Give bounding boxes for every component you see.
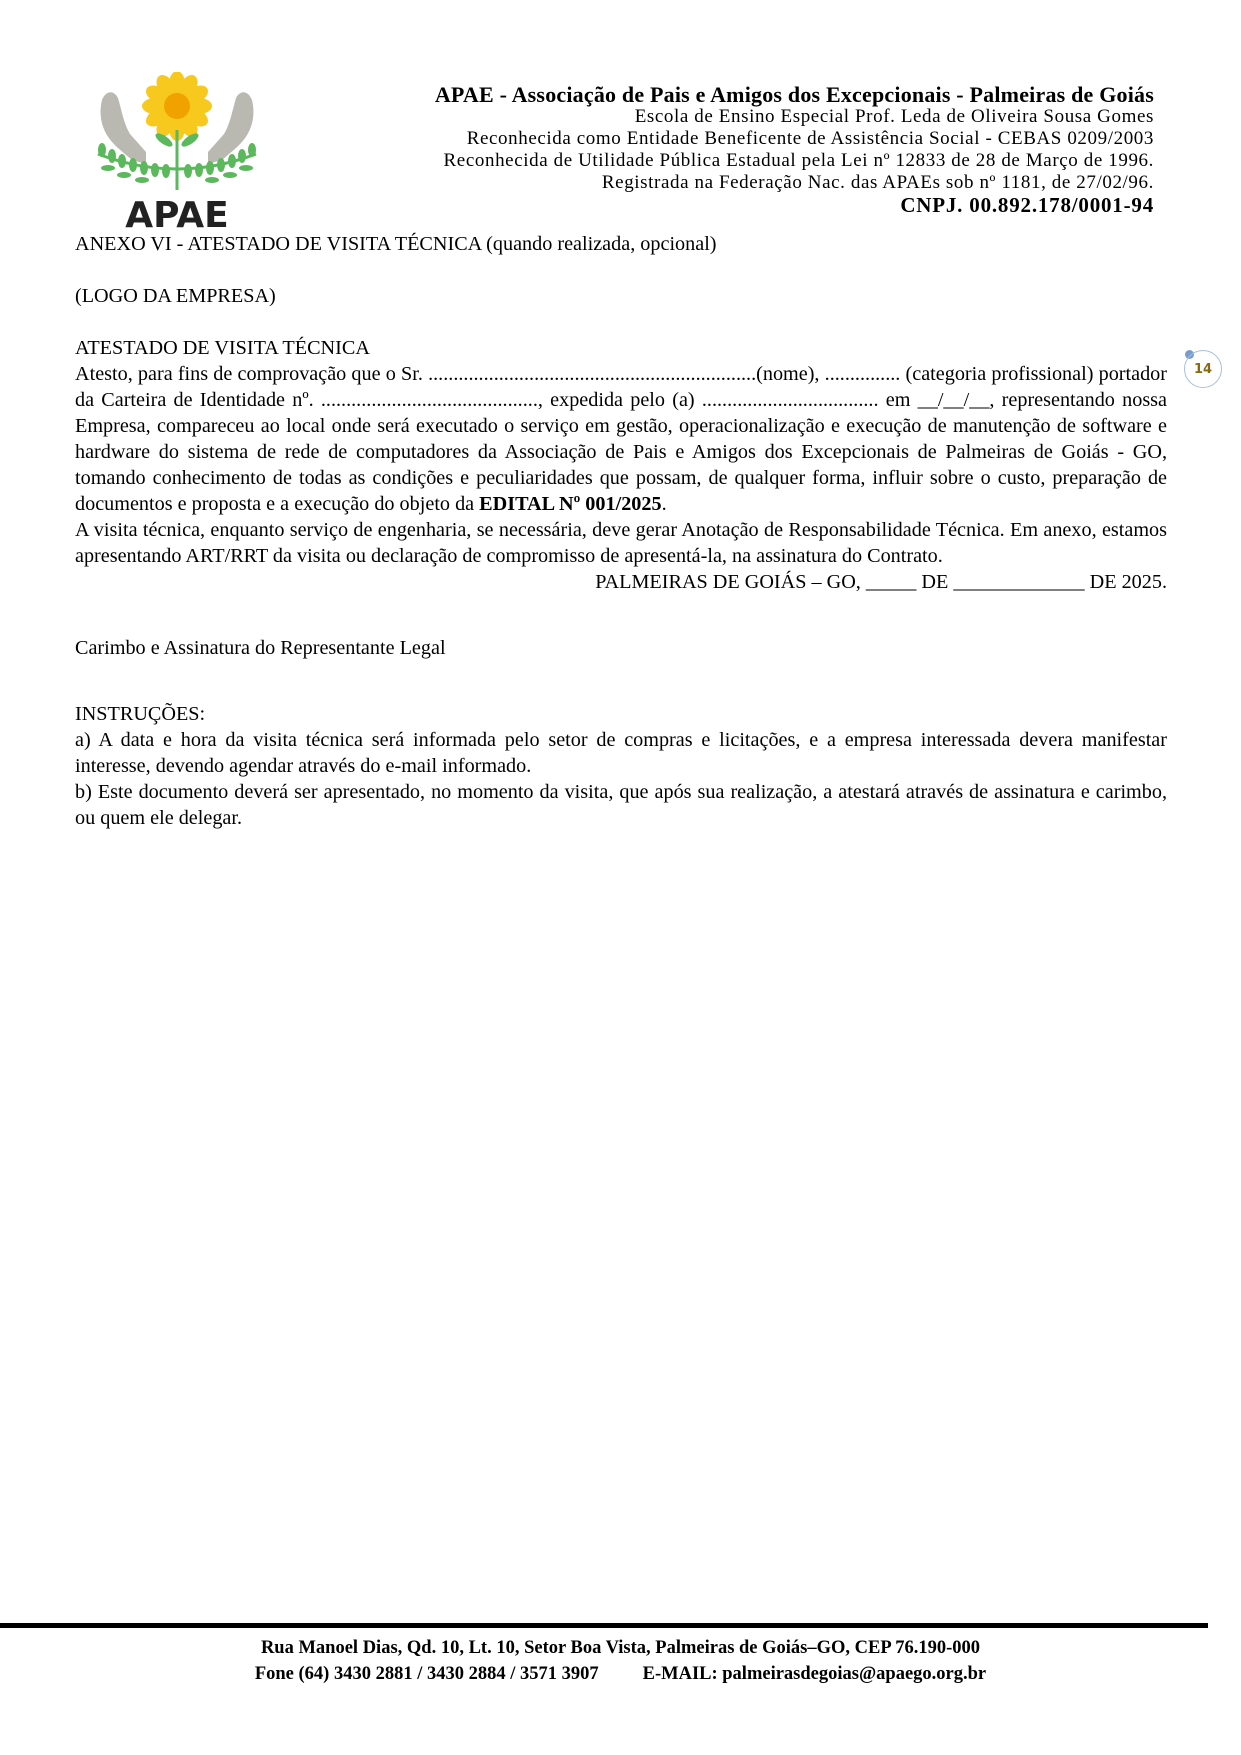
- signature-label: Carimbo e Assinatura do Representante Legal: [75, 637, 446, 659]
- paragraph-text: Atesto, para fins de comprovação que o Sr. .................................................................(nome), ............... (categoria profissional) portador da Carteira de Identidade nº. ..........................................., expedida pelo (a) ................................... em __/__/__, representando nossa Empresa, compareceu ao local onde será executado o serviço em gestão, operacionalização e execução de manutenção de software e hardware do sistema de rede de computadores da Associação de Pais e Amigos dos Excepcionais de Palmeiras de Goiás - GO, tomando conhecimento de todas as condições e peculiaridades que possam, de qualquer forma, influir sobre o custo, preparação de documentos e proposta e a execução do objeto da: [75, 363, 1167, 515]
- company-logo-placeholder: (LOGO DA EMPRESA): [75, 285, 276, 307]
- annex-title: ANEXO VI - ATESTADO DE VISITA TÉCNICA (quando realizada, opcional): [75, 233, 717, 255]
- instruction-item: a) A data e hora da visita técnica será informada pelo setor de compras e licitações, e a empresa interessada devera manifestar interesse, devendo agendar através do e-mail informado.: [75, 729, 1167, 777]
- date-line: PALMEIRAS DE GOIÁS – GO, _____ DE _____________ DE 2025.: [595, 571, 1167, 593]
- right-hand-icon: [208, 92, 253, 164]
- footer-email: E-MAIL: palmeirasdegoias@apaego.org.br: [642, 1664, 987, 1684]
- footer-rule: [0, 1623, 1208, 1628]
- footer-address: Rua Manoel Dias, Qd. 10, Lt. 10, Setor Boa Vista, Palmeiras de Goiás–GO, CEP 76.190-000: [260, 1638, 981, 1658]
- art-paragraph: A visita técnica, enquanto serviço de engenharia, se necessária, deve gerar Anotação de Responsabilidade Técnica. Em anexo, estamos apresentando ART/RRT da visita ou declaração de compromisso de apresentá-la, na assinatura do Contrato.: [75, 519, 1167, 567]
- edital-reference: EDITAL Nº 001/2025: [479, 493, 662, 515]
- page-number-badge: 14: [1184, 350, 1222, 388]
- left-hand-icon: [101, 92, 146, 164]
- footer: [0, 1635, 1241, 1687]
- org-title: APAE - Associação de Pais e Amigos dos Excepcionais - Palmeiras de Goiás: [434, 82, 1154, 107]
- footer-phone: Fone (64) 3430 2881 / 3430 2884 / 3571 3907: [254, 1664, 599, 1684]
- document-body: [75, 231, 1167, 831]
- instruction-item: b) Este documento deverá ser apresentado, no momento da visita, que após sua realização, a atestará através de assinatura e carimbo, ou quem ele delegar.: [75, 781, 1167, 829]
- letterhead: [435, 84, 1154, 216]
- letterhead-line: Escola de Ensino Especial Prof. Leda de Oliveira Sousa Gomes: [634, 106, 1154, 127]
- instructions-title: INSTRUÇÕES:: [75, 703, 206, 725]
- apae-logo: [88, 72, 266, 230]
- letterhead-line: Reconhecida de Utilidade Pública Estadual pela Lei nº 12833 de 28 de Março de 1996.: [443, 150, 1154, 171]
- certificate-title: ATESTADO DE VISITA TÉCNICA: [75, 337, 370, 359]
- logo-text: APAE: [125, 195, 229, 230]
- paragraph-end: .: [661, 493, 667, 515]
- letterhead-line: Registrada na Federação Nac. das APAEs sob nº 1181, de 27/02/96.: [601, 172, 1154, 193]
- certificate-paragraph: [75, 361, 1167, 517]
- letterhead-line: Reconhecida como Entidade Beneficente de Assistência Social - CEBAS 0209/2003: [466, 128, 1154, 149]
- cnpj: CNPJ. 00.892.178/0001-94: [900, 193, 1154, 217]
